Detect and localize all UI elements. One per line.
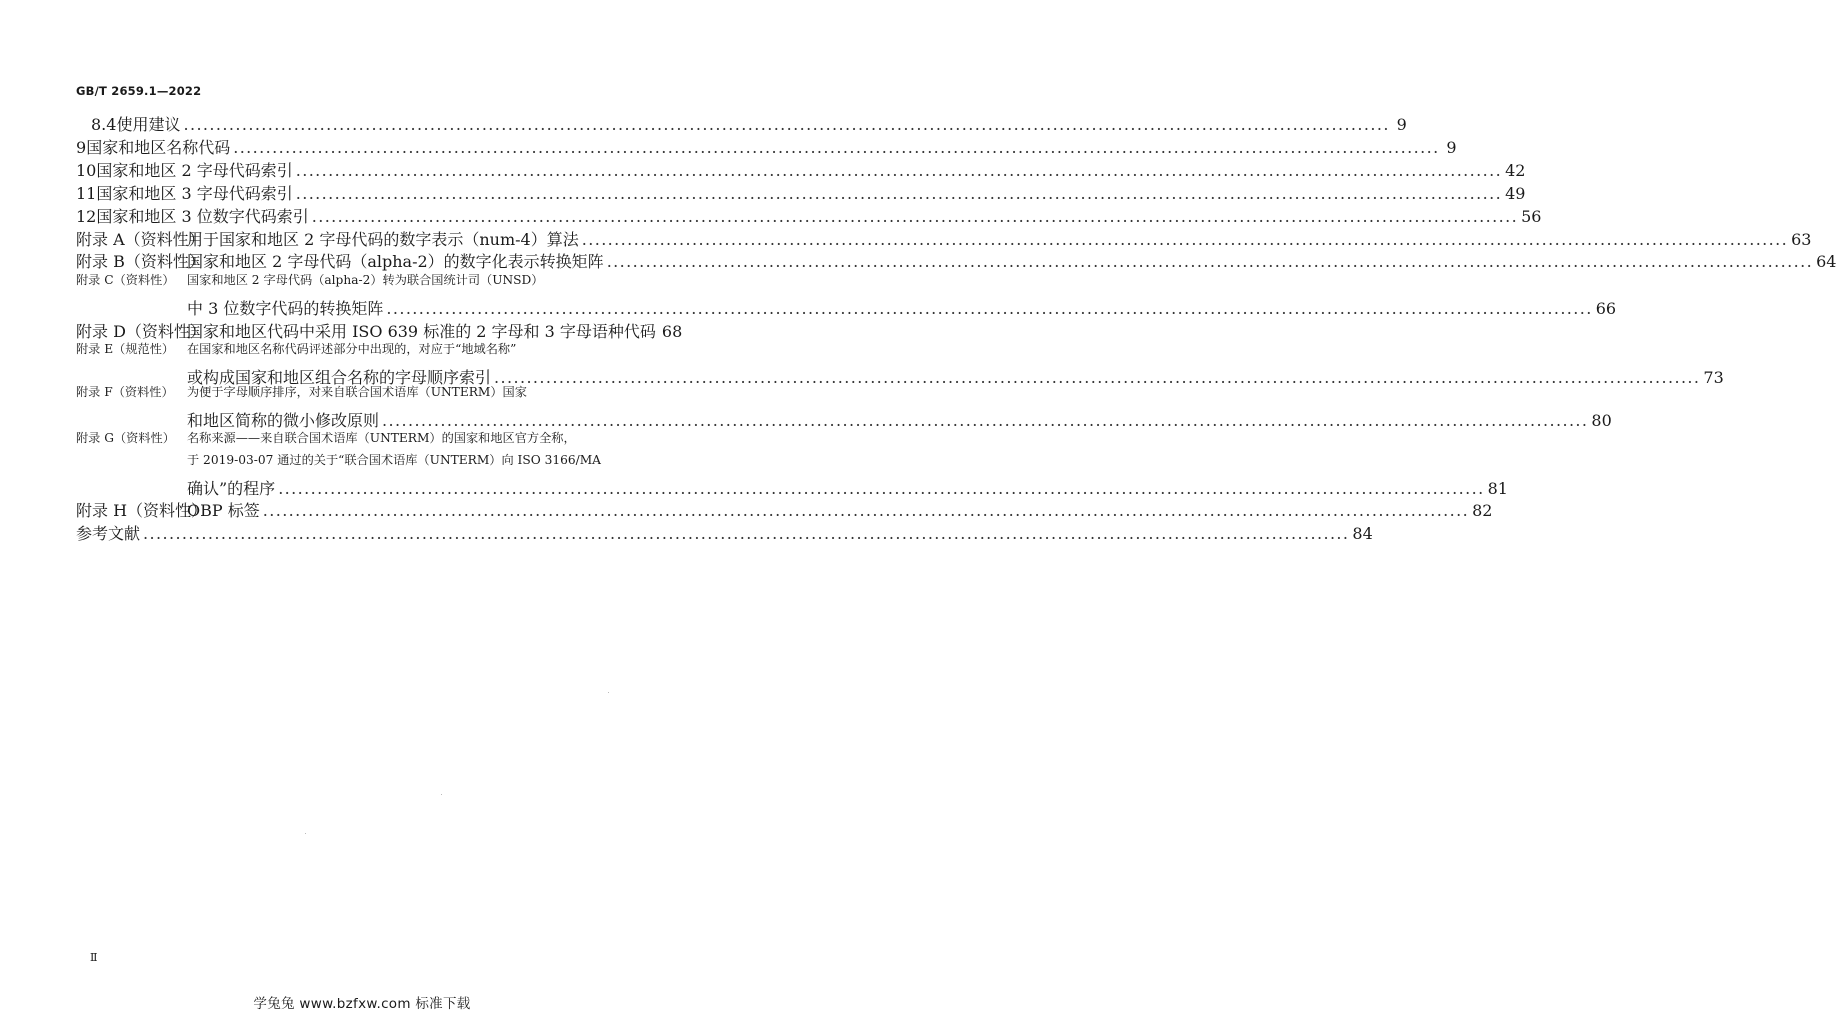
toc-title: 国家和地区代码中采用 ISO 639 标准的 2 字母和 3 字母语种代码 [187, 322, 656, 341]
toc-entry[interactable] [76, 342, 516, 356]
toc-page: 80 [1591, 411, 1612, 430]
toc-page: 9 [1446, 138, 1457, 157]
leader-dots: .......................................................................................................................................................................................... [295, 184, 1503, 203]
leader-dots: .......................................................................................................................................................................................... [386, 299, 1593, 318]
toc-title: OBP 标签 [187, 501, 260, 520]
toc-entry[interactable] [76, 273, 543, 287]
toc-page: 9 [1396, 115, 1407, 134]
toc-entry-continuation[interactable] [187, 476, 1508, 499]
toc-page: 49 [1505, 184, 1526, 203]
toc-entry[interactable] [91, 112, 1407, 135]
toc-entry-continuation[interactable] [187, 408, 1612, 431]
toc-entry[interactable] [76, 158, 1526, 181]
toc-number: 10 [76, 161, 97, 180]
toc-number: 附录 A（资料性） [76, 230, 205, 249]
toc-title: 国家和地区 2 字母代码索引 [96, 161, 293, 180]
toc-title: 国家和地区名称代码 [86, 138, 231, 157]
toc-entry[interactable] [76, 204, 1542, 227]
leader-dots: .......................................................................................................................................................................................... [382, 411, 1589, 430]
toc-number: 11 [76, 184, 97, 203]
leader-dots: .......................................................................................................................................................................................... [143, 524, 1350, 543]
toc-title: 国家和地区 2 字母代码（alpha-2）转为联合国统计司（UNSD） [187, 273, 544, 287]
page-number: Ⅱ [90, 951, 98, 964]
toc-title: 在国家和地区名称代码评述部分中出现的，对应于“地域名称” [187, 342, 517, 356]
toc-number: 9 [76, 138, 87, 157]
toc-number: 附录 H（资料性） [76, 501, 208, 520]
toc-title: 国家和地区 2 字母代码（alpha-2）的数字化表示转换矩阵 [187, 252, 604, 271]
toc-number: 附录 B（资料性） [76, 252, 205, 271]
toc-page: 73 [1703, 368, 1724, 387]
toc-entry[interactable] [76, 227, 1812, 250]
toc-title: 名称来源——来自联合国术语库（UNTERM）的国家和地区官方全称， [187, 431, 576, 445]
toc-entry[interactable] [76, 181, 1526, 204]
toc-title: 用于国家和地区 2 字母代码的数字表示（num-4）算法 [187, 230, 579, 249]
toc-entry[interactable] [76, 521, 1373, 544]
toc-title: 国家和地区 3 位数字代码索引 [96, 207, 309, 226]
leader-dots: .......................................................................................................................................................................................... [311, 207, 1519, 226]
toc-entry[interactable] [76, 135, 1457, 158]
toc-number: 附录 C（资料性） [76, 273, 175, 287]
toc-title-line3: 确认”的程序 [187, 479, 276, 498]
toc-title: 国家和地区 3 字母代码索引 [96, 184, 293, 203]
toc-page: 68 [661, 322, 683, 341]
scan-speck [608, 692, 609, 693]
leader-dots: .......................................................................................................................................................................................... [278, 479, 1485, 498]
leader-dots: .......................................................................................................................................................................................... [262, 501, 1470, 520]
leader-dots: .......................................................................................................................................................................................... [183, 115, 1390, 134]
toc-page: 56 [1521, 207, 1542, 226]
leader-dots: .......................................................................................................................................................................................... [494, 368, 1701, 387]
watermark-footer: 学兔兔 www.bzfxw.com 标准下载 [253, 996, 471, 1012]
toc-number: 附录 F（资料性） [76, 385, 174, 399]
standard-code: GB/T 2659.1—2022 [76, 84, 202, 98]
toc-page: 64 [1816, 252, 1836, 271]
toc-title: 为便于字母顺序排序，对来自联合国术语库（UNTERM）国家 [187, 385, 527, 399]
toc-page: 42 [1505, 161, 1526, 180]
toc-page: 82 [1472, 501, 1493, 520]
toc-title-line2: 和地区简称的微小修改原则 [187, 411, 380, 430]
toc-page: 81 [1487, 479, 1508, 498]
toc-entry[interactable] [76, 498, 1493, 521]
toc-page: 66 [1595, 299, 1617, 318]
toc-title-line2: 于 2019-03-07 通过的关于“联合国术语库（UNTERM）向 ISO 3166/MA [187, 453, 601, 467]
toc-number: 8.4 [91, 115, 117, 134]
leader-dots: .......................................................................................................................................................................................... [233, 138, 1440, 157]
toc-title: 参考文献 [76, 524, 141, 543]
toc-page: 63 [1791, 230, 1812, 249]
leader-dots: .......................................................................................................................................................................................... [295, 161, 1503, 180]
scan-speck [305, 833, 306, 834]
toc-number: 附录 E（规范性） [76, 342, 175, 356]
toc-page: 84 [1352, 524, 1373, 543]
toc-title: 使用建议 [116, 115, 181, 134]
leader-dots: .......................................................................................................................................................................................... [606, 252, 1814, 271]
toc-number: 附录 G（资料性） [76, 431, 175, 445]
toc-entry[interactable] [76, 319, 683, 342]
toc-number: 12 [76, 207, 97, 226]
toc-title-line2: 中 3 位数字代码的转换矩阵 [187, 299, 384, 318]
toc-entry[interactable] [76, 249, 1836, 272]
toc-number: 附录 D（资料性） [76, 322, 206, 341]
leader-dots: .......................................................................................................................................................................................... [581, 230, 1789, 249]
toc-entry[interactable] [76, 431, 576, 445]
toc-entry[interactable] [76, 385, 527, 399]
toc-entry-continuation[interactable] [187, 296, 1617, 319]
toc-title-line2: 或构成国家和地区组合名称的字母顺序索引 [187, 368, 492, 387]
scan-speck [441, 794, 442, 795]
